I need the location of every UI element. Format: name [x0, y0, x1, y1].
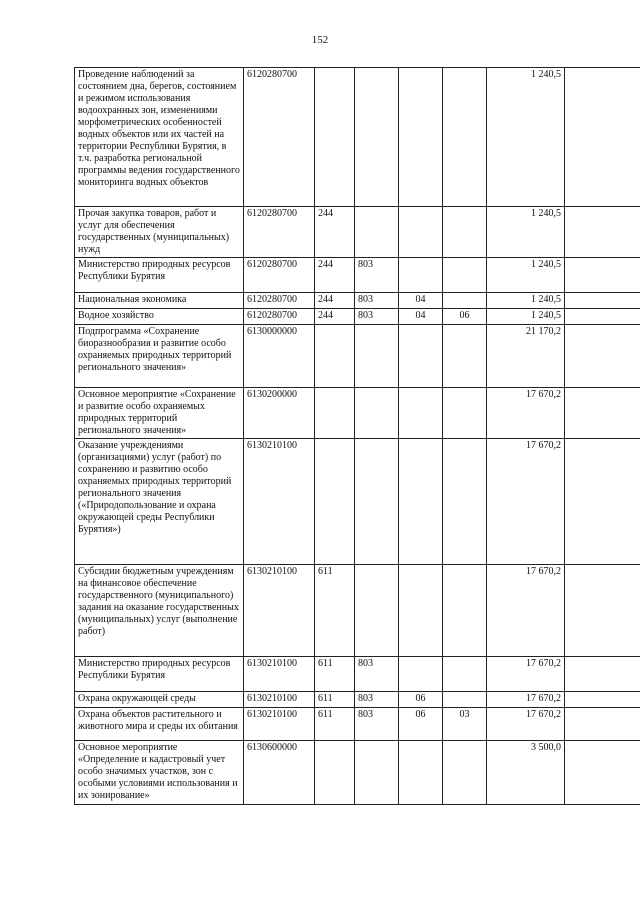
amount-cell: 1 240,5 — [487, 68, 565, 207]
expense-type-cell: 611 — [315, 692, 355, 708]
subsection-code-cell — [443, 325, 487, 388]
target-code-cell: 6120280700 — [244, 68, 315, 207]
table-row — [75, 439, 640, 565]
amount-cell: 3 500,0 — [487, 741, 565, 805]
ministry-code-cell: 803 — [355, 657, 399, 692]
ministry-code-cell — [355, 439, 399, 565]
expense-type-cell: 244 — [315, 207, 355, 258]
empty-cell — [565, 325, 640, 388]
amount-cell: 17 670,2 — [487, 439, 565, 565]
ministry-code-cell: 803 — [355, 293, 399, 309]
empty-cell — [565, 708, 640, 741]
subsection-code-cell — [443, 741, 487, 805]
empty-cell — [565, 258, 640, 293]
table-row — [75, 388, 640, 439]
ministry-code-cell — [355, 325, 399, 388]
section-code-cell — [399, 258, 443, 293]
ministry-code-cell — [355, 388, 399, 439]
table-row — [75, 325, 640, 388]
table-row — [75, 741, 640, 805]
amount-cell: 17 670,2 — [487, 565, 565, 657]
amount-cell: 17 670,2 — [487, 692, 565, 708]
budget-table — [74, 67, 640, 805]
table-row — [75, 207, 640, 258]
subsection-code-cell — [443, 388, 487, 439]
item-name-cell: Водное хозяйство — [75, 309, 244, 325]
empty-cell — [565, 565, 640, 657]
section-code-cell: 04 — [399, 309, 443, 325]
subsection-code-cell: 06 — [443, 309, 487, 325]
ministry-code-cell — [355, 207, 399, 258]
target-code-cell: 6130210100 — [244, 439, 315, 565]
expense-type-cell: 244 — [315, 309, 355, 325]
expense-type-cell — [315, 439, 355, 565]
target-code-cell: 6130210100 — [244, 692, 315, 708]
section-code-cell — [399, 565, 443, 657]
ministry-code-cell: 803 — [355, 708, 399, 741]
amount-cell: 1 240,5 — [487, 293, 565, 309]
section-code-cell — [399, 207, 443, 258]
subsection-code-cell — [443, 293, 487, 309]
ministry-code-cell — [355, 741, 399, 805]
target-code-cell: 6130600000 — [244, 741, 315, 805]
table-row — [75, 565, 640, 657]
expense-type-cell: 244 — [315, 293, 355, 309]
table-row — [75, 293, 640, 309]
target-code-cell: 6120280700 — [244, 293, 315, 309]
amount-cell: 17 670,2 — [487, 388, 565, 439]
item-name-cell: Основное мероприятие «Определение и кадастровый учет особо значимых участков, зон с особыми условиями использования и их зонирование» — [75, 741, 244, 805]
ministry-code-cell — [355, 68, 399, 207]
target-code-cell: 6120280700 — [244, 207, 315, 258]
section-code-cell — [399, 325, 443, 388]
target-code-cell: 6120280700 — [244, 258, 315, 293]
target-code-cell: 6120280700 — [244, 309, 315, 325]
item-name-cell: Министерство природных ресурсов Республики Бурятия — [75, 258, 244, 293]
amount-cell: 1 240,5 — [487, 258, 565, 293]
amount-cell: 17 670,2 — [487, 657, 565, 692]
section-code-cell: 04 — [399, 293, 443, 309]
section-code-cell — [399, 68, 443, 207]
expense-type-cell: 611 — [315, 657, 355, 692]
section-code-cell — [399, 741, 443, 805]
empty-cell — [565, 657, 640, 692]
item-name-cell: Национальная экономика — [75, 293, 244, 309]
item-name-cell: Охрана объектов растительного и животного мира и среды их обитания — [75, 708, 244, 741]
item-name-cell: Основное мероприятие «Сохранение и развитие особо охраняемых природных территорий регионального значения» — [75, 388, 244, 439]
empty-cell — [565, 293, 640, 309]
ministry-code-cell: 803 — [355, 692, 399, 708]
table-row — [75, 309, 640, 325]
section-code-cell — [399, 439, 443, 565]
table-row — [75, 657, 640, 692]
item-name-cell: Субсидии бюджетным учреждениям на финансовое обеспечение государственного (муниципального) задания на оказание государственных (муниципальных) услуг (выполнение работ) — [75, 565, 244, 657]
subsection-code-cell — [443, 68, 487, 207]
empty-cell — [565, 207, 640, 258]
amount-cell: 1 240,5 — [487, 309, 565, 325]
amount-cell: 1 240,5 — [487, 207, 565, 258]
item-name-cell: Министерство природных ресурсов Республики Бурятия — [75, 657, 244, 692]
empty-cell — [565, 68, 640, 207]
subsection-code-cell — [443, 258, 487, 293]
empty-cell — [565, 439, 640, 565]
ministry-code-cell: 803 — [355, 309, 399, 325]
expense-type-cell: 611 — [315, 708, 355, 741]
empty-cell — [565, 388, 640, 439]
table-row — [75, 708, 640, 741]
section-code-cell — [399, 388, 443, 439]
subsection-code-cell — [443, 657, 487, 692]
target-code-cell: 6130210100 — [244, 708, 315, 741]
expense-type-cell — [315, 325, 355, 388]
expense-type-cell — [315, 388, 355, 439]
section-code-cell — [399, 657, 443, 692]
empty-cell — [565, 741, 640, 805]
section-code-cell: 06 — [399, 708, 443, 741]
ministry-code-cell — [355, 565, 399, 657]
item-name-cell: Проведение наблюдений за состоянием дна, берегов, состоянием и режимом использования водоохранных зон, изменениями морфометрических особенностей водных объектов или их частей на территории Республики Бурятия, в т.ч. разработка региональной программы ведения государственного мониторинга водных объектов — [75, 68, 244, 207]
target-code-cell: 6130000000 — [244, 325, 315, 388]
item-name-cell: Охрана окружающей среды — [75, 692, 244, 708]
table-row — [75, 68, 640, 207]
table-row — [75, 258, 640, 293]
expense-type-cell — [315, 741, 355, 805]
subsection-code-cell — [443, 565, 487, 657]
amount-cell: 17 670,2 — [487, 708, 565, 741]
item-name-cell: Прочая закупка товаров, работ и услуг для обеспечения государственных (муниципальных) нужд — [75, 207, 244, 258]
empty-cell — [565, 692, 640, 708]
item-name-cell: Оказание учреждениями (организациями) услуг (работ) по сохранению и развитию особо охраняемых природных территорий регионального значения («Природопользование и охрана окружающей среды Республики Бурятия») — [75, 439, 244, 565]
table-row — [75, 692, 640, 708]
amount-cell: 21 170,2 — [487, 325, 565, 388]
subsection-code-cell — [443, 439, 487, 565]
section-code-cell: 06 — [399, 692, 443, 708]
subsection-code-cell — [443, 692, 487, 708]
subsection-code-cell — [443, 207, 487, 258]
empty-cell — [565, 309, 640, 325]
target-code-cell: 6130210100 — [244, 565, 315, 657]
expense-type-cell: 611 — [315, 565, 355, 657]
ministry-code-cell: 803 — [355, 258, 399, 293]
target-code-cell: 6130210100 — [244, 657, 315, 692]
subsection-code-cell: 03 — [443, 708, 487, 741]
item-name-cell: Подпрограмма «Сохранение биоразнообразия и развитие особо охраняемых природных территорий регионального значения» — [75, 325, 244, 388]
expense-type-cell — [315, 68, 355, 207]
page-number: 152 — [311, 34, 329, 46]
target-code-cell: 6130200000 — [244, 388, 315, 439]
expense-type-cell: 244 — [315, 258, 355, 293]
